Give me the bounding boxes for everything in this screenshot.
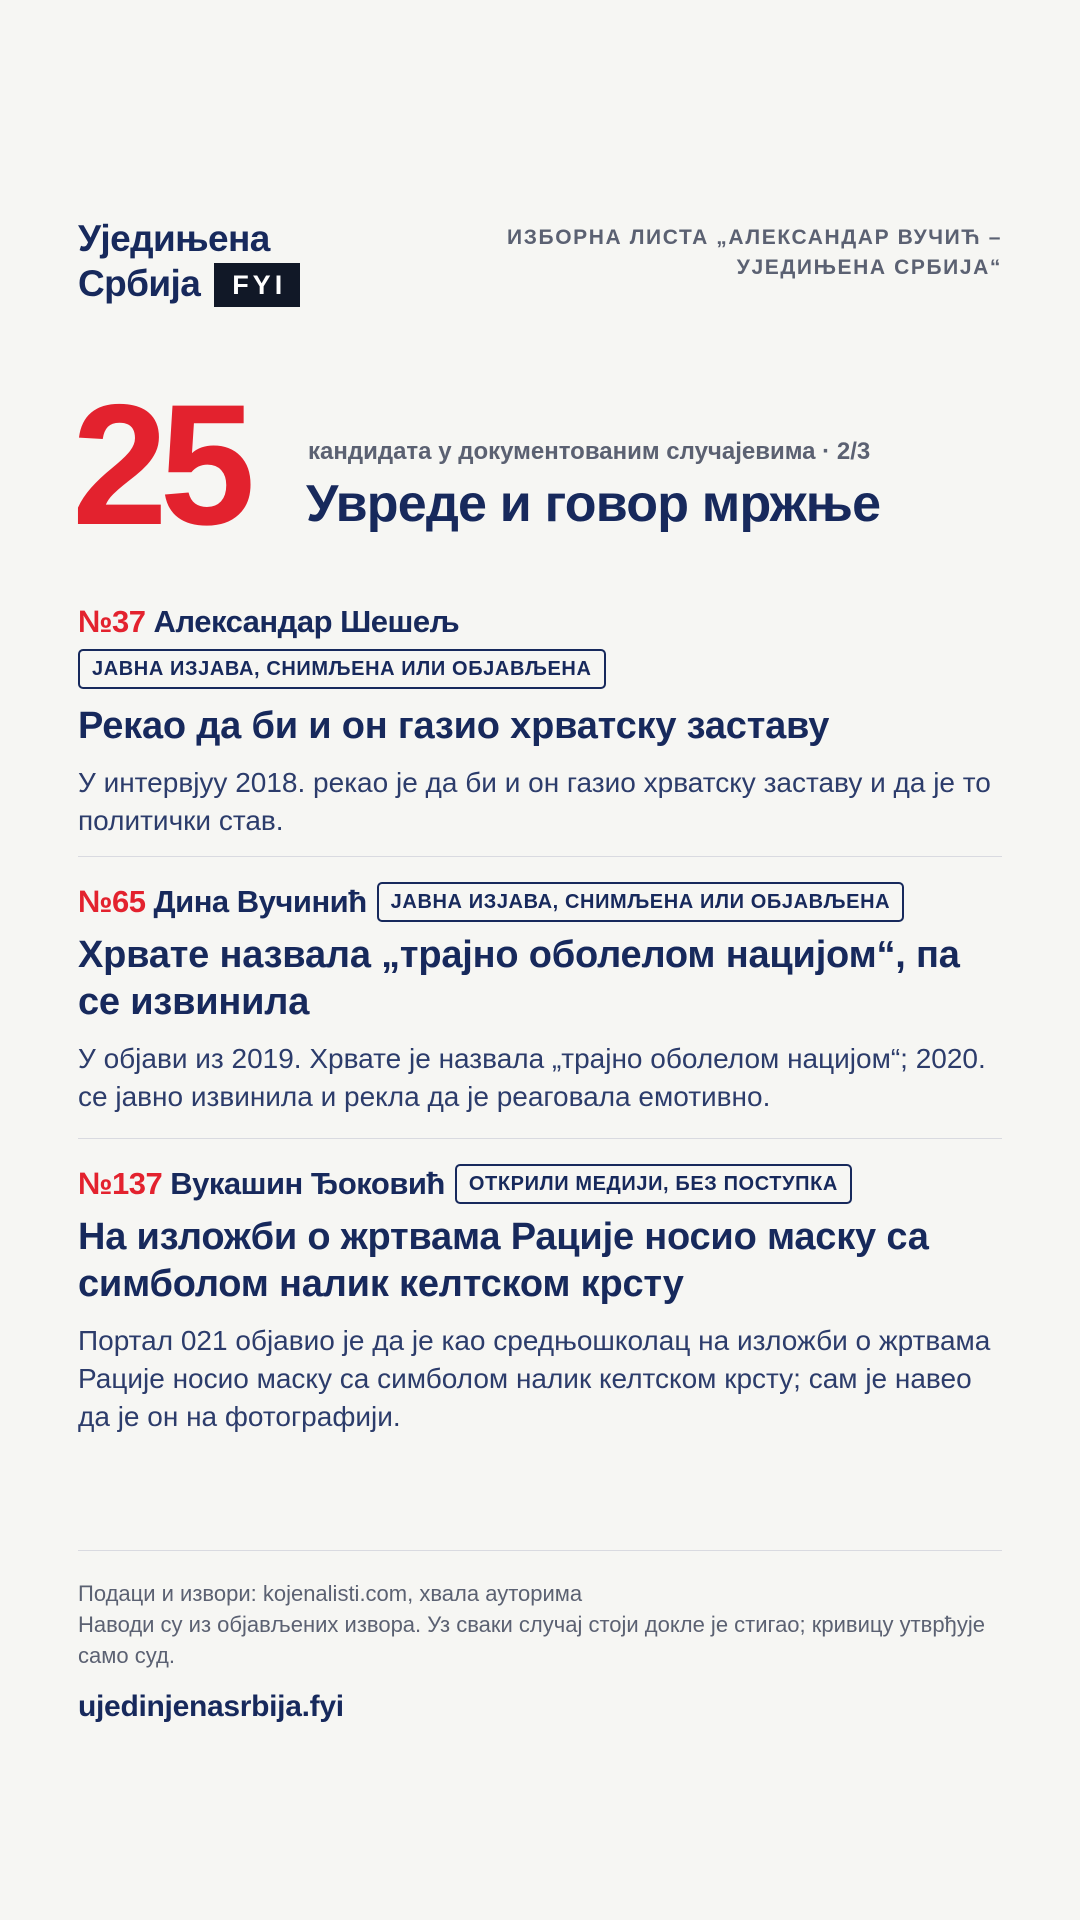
electoral-list-name [442, 223, 1002, 283]
sources-note: Подаци и извори: kojenalisti.com, хвала ауторима [78, 1581, 583, 1606]
entry-card [78, 882, 1002, 1116]
entry-title: Хрвате назвала „трајно оболелом нацијом“, па се извинила [78, 934, 960, 1023]
divider [78, 1550, 1002, 1551]
entry-title: На изложби о жртвама Рације носио маску са симболом налик келтском крсту [78, 1216, 929, 1305]
status-tag: ОТКРИЛИ МЕДИЈИ, БЕЗ ПОСТУПКА [455, 1164, 852, 1204]
header [78, 218, 1002, 308]
entry-heading [78, 603, 459, 641]
entry-text: Портал 021 објавио је да је као средњошколац на изложби о жртвама Рације носио маску са симболом налик келтском крсту; сам је навео да је он на фотографији. [78, 1325, 991, 1432]
logo-line2: Србија [78, 262, 201, 304]
entry-heading [78, 883, 367, 921]
status-tag: ЈАВНА ИЗЈАВА, СНИМЉЕНА ИЛИ ОБЈАВЉЕНА [377, 882, 905, 922]
entry-head [78, 1164, 1002, 1204]
logo-line2-row [78, 259, 300, 307]
hero-subtitle: кандидата у документованим случајевима · 2/3 [308, 438, 871, 465]
entry-heading [78, 1165, 445, 1203]
disclaimer: Наводи су из објављених извора. Уз сваки случај стоји докле је стигао; кривицу утврђује само суд. [78, 1612, 985, 1668]
logo-line1: Уједињена [78, 218, 270, 259]
candidate-count: 25 [72, 369, 248, 561]
entry-title: Рекао да би и он газио хрватску заставу [78, 705, 830, 747]
entry-head [78, 603, 1002, 689]
footer [78, 1578, 1002, 1727]
entry-card [78, 603, 1002, 840]
entry-text: У објави из 2019. Хрвате је назвала „трајно оболелом нацијом“; 2020. се јавно извинила и рекла да је реаговала емотивно. [78, 1043, 986, 1112]
entry-number: №65 [78, 884, 146, 919]
hero [72, 369, 1002, 561]
logo-badge: FYI [214, 263, 300, 307]
candidate-name: Вукашин Ђоковић [170, 1166, 445, 1201]
status-tag: ЈАВНА ИЗЈАВА, СНИМЉЕНА ИЛИ ОБЈАВЉЕНА [78, 649, 606, 689]
divider [78, 1138, 1002, 1139]
divider [78, 856, 1002, 857]
candidate-name: Дина Вучинић [153, 884, 367, 919]
page [72, 0, 1002, 1920]
entry-card [78, 1164, 1002, 1436]
site-url[interactable]: ujedinjenasrbija.fyi [78, 1690, 344, 1723]
candidate-name: Александар Шешељ [153, 604, 460, 639]
entry-head [78, 882, 1002, 922]
entry-number: №37 [78, 604, 146, 639]
logo [78, 218, 300, 307]
list-name-line1: ИЗБОРНА ЛИСТА „АЛЕКСАНДАР ВУЧИЋ – [507, 226, 1002, 249]
entry-number: №137 [78, 1166, 163, 1201]
entry-text: У интервјуу 2018. рекао је да би и он газио хрватску заставу и да је то политички став. [78, 767, 991, 836]
list-name-line2: УЈЕДИЊЕНА СРБИЈА“ [736, 256, 1002, 279]
page-title: Увреде и говор мржње [306, 475, 881, 533]
